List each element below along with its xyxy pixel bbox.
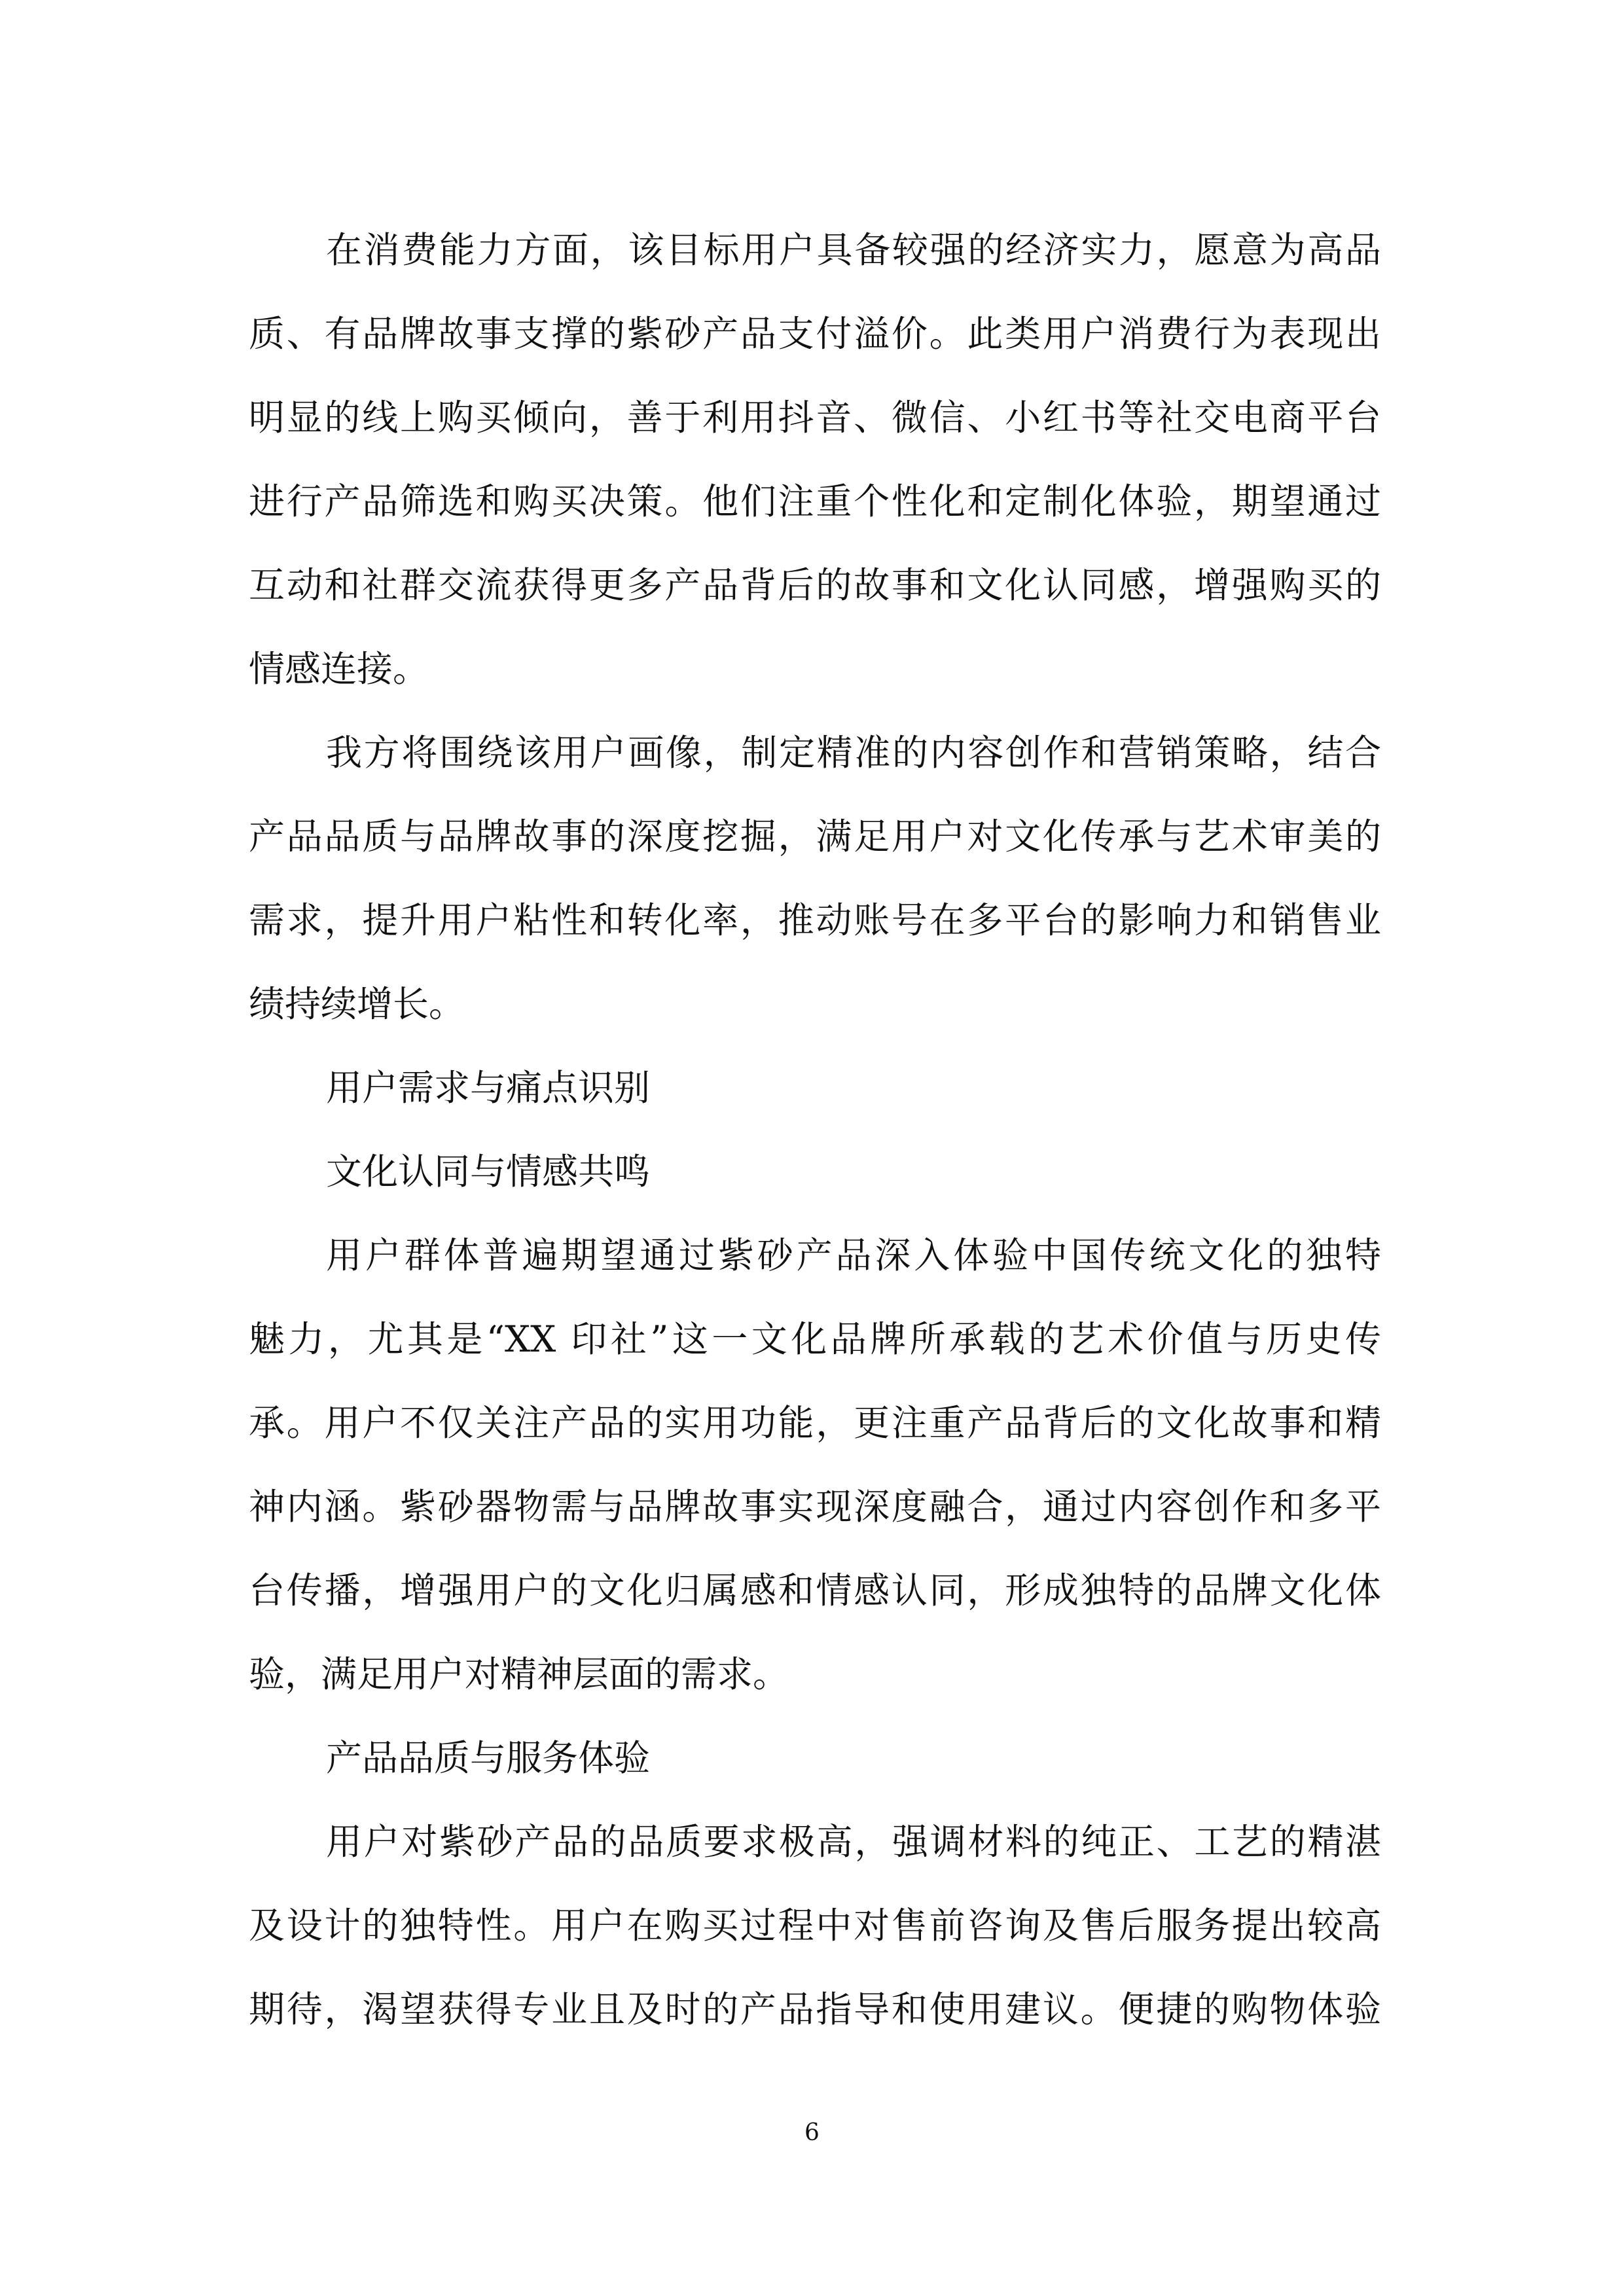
section-heading-user-needs: 用户需求与痛点识别	[326, 1067, 651, 1109]
paragraph-line: 用户群体普遍期望通过紫砂产品深入体验中国传统文化的独特	[326, 1234, 1381, 1276]
paragraph-line: 情感连接。	[249, 648, 429, 690]
paragraph-line: 互动和社群交流获得更多产品背后的故事和文化认同感，增强购买的	[249, 564, 1381, 606]
paragraph-line: 期待，渴望获得专业且及时的产品指导和使用建议。便捷的购物体验	[249, 1988, 1381, 2030]
paragraph-line: 我方将围绕该用户画像，制定精准的内容创作和营销策略，结合	[326, 732, 1381, 774]
section-heading-quality-service: 产品品质与服务体验	[326, 1737, 651, 1779]
section-heading-cultural-identity: 文化认同与情感共鸣	[326, 1151, 651, 1193]
paragraph-line: 需求，提升用户粘性和转化率，推动账号在多平台的影响力和销售业	[249, 899, 1381, 941]
paragraph-line: 神内涵。紫砂器物需与品牌故事实现深度融合，通过内容创作和多平	[249, 1486, 1381, 1528]
paragraph-line: 进行产品筛选和购买决策。他们注重个性化和定制化体验，期望通过	[249, 480, 1381, 522]
paragraph-line: 魅力，尤其是“XX 印社”这一文化品牌所承载的艺术价值与历史传	[249, 1318, 1381, 1360]
paragraph-line: 用户对紫砂产品的品质要求极高，强调材料的纯正、工艺的精湛	[326, 1821, 1381, 1863]
page-number: 6	[804, 2119, 820, 2146]
paragraph-line: 在消费能力方面，该目标用户具备较强的经济实力，愿意为高品	[326, 229, 1381, 271]
paragraph-line: 明显的线上购买倾向，善于利用抖音、微信、小红书等社交电商平台	[249, 397, 1381, 439]
paragraph-line: 台传播，增强用户的文化归属感和情感认同，形成独特的品牌文化体	[249, 1570, 1381, 1611]
paragraph-line: 承。用户不仅关注产品的实用功能，更注重产品背后的文化故事和精	[249, 1402, 1381, 1444]
paragraph-line: 及设计的独特性。用户在购买过程中对售前咨询及售后服务提出较高	[249, 1905, 1381, 1946]
body-text	[249, 208, 1381, 2051]
paragraph-line: 质、有品牌故事支撑的紫砂产品支付溢价。此类用户消费行为表现出	[249, 313, 1381, 355]
paragraph-line: 产品品质与品牌故事的深度挖掘，满足用户对文化传承与艺术审美的	[249, 816, 1381, 857]
paragraph-line: 验，满足用户对精神层面的需求。	[249, 1653, 789, 1695]
paragraph-line: 绩持续增长。	[249, 983, 465, 1025]
